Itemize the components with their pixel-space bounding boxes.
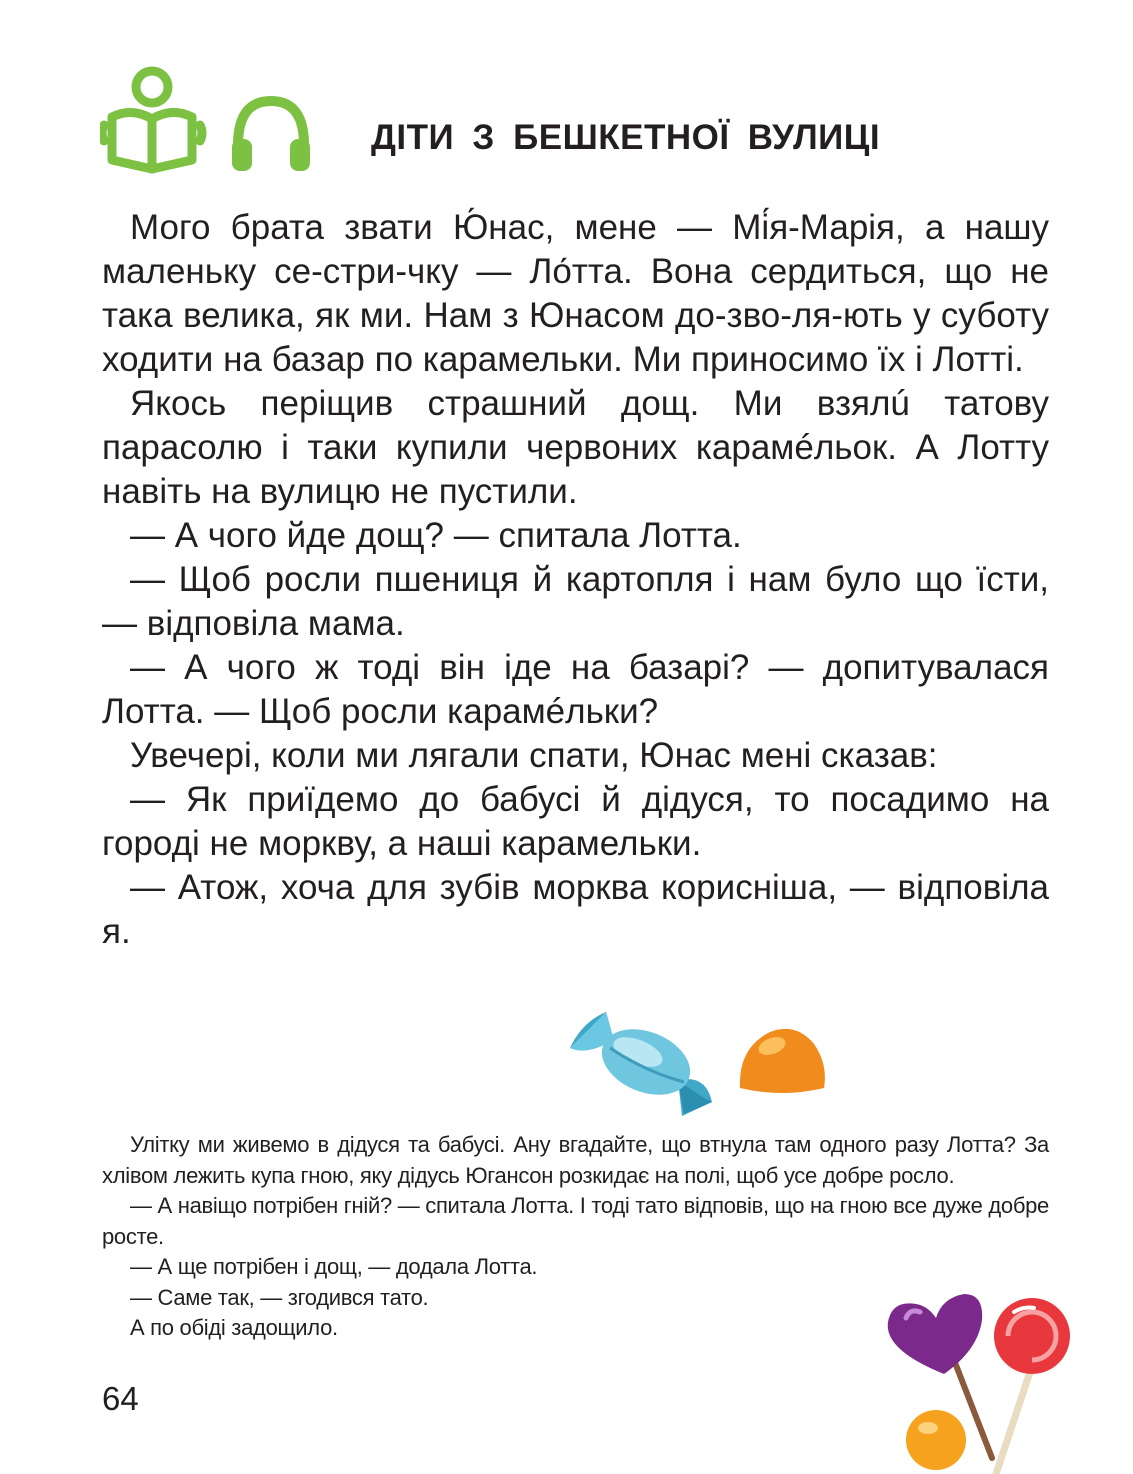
story-paragraph: Якось періщив страшний дощ. Ми взялú татову парасолю і таки купили червоних карамéльок. А Лотту навіть на вулицю не пустили. (102, 384, 1049, 511)
story-paragraph: Мого брата звати Ю́нас, мене — Мі́я-Марія, а нашу маленьку се-стри-чку — Ло́тта. Вона сердиться, що не така велика, як ми. Нам з Юнасом до-зво-ля-ють у суботу ходити на базар по карамельки. Ми приносимо їх і Лотті. (102, 208, 1049, 379)
story-paragraph: — Як приїдемо до бабусі й дідуся, то посадимо на городі не моркву, а наші карамельки. (102, 780, 1049, 863)
extra-paragraph: А по обіді задощило. (130, 1315, 338, 1340)
story-paragraph: — Щоб росли пшениця й картопля і нам було що їсти, — відповіла мама. (102, 560, 1049, 643)
story-paragraph: — А чого ж тоді він іде на базарі? — допитувалася Лотта. — Щоб росли карамéльки? (102, 648, 1049, 731)
headphones-icon (228, 95, 314, 173)
page-number: 64 (102, 1380, 139, 1417)
extra-paragraph: — А ще потрібен і дощ, — додала Лотта. (130, 1254, 538, 1279)
story-paragraph: Увечері, коли ми лягали спати, Юнас мені сказав: (130, 736, 938, 775)
extra-paragraph: — Саме так, — згодився тато. (130, 1284, 429, 1310)
page-title: ДІТИ З БЕШКЕТНОЇ ВУЛИЦІ (371, 118, 881, 157)
headphones-icon-wrap (228, 95, 314, 178)
gumdrop-icon (736, 1024, 828, 1096)
story-paragraph: — Атож, хоча для зубів морква корисніша, — відповіла я. (102, 868, 1049, 951)
story-text (102, 206, 1049, 954)
lollipops-icon (884, 1290, 1084, 1474)
story-paragraph: — А чого йде дощ? — спитала Лотта. (130, 516, 742, 555)
extra-paragraph: — А навіщо потрібен гній? — спитала Лотта. І тоді тато відповів, що на гною все дуже добре росте. (102, 1193, 1049, 1249)
wrapped-candy-icon (566, 1010, 716, 1118)
extra-paragraph: Улітку ми живемо в дідуся та бабусі. Ану вгадайте, що втнула там одного разу Лотта? За хлівом лежить купа гною, яку дідусь Югансон розкидає на полі, щоб усе добре росло. (102, 1132, 1049, 1188)
